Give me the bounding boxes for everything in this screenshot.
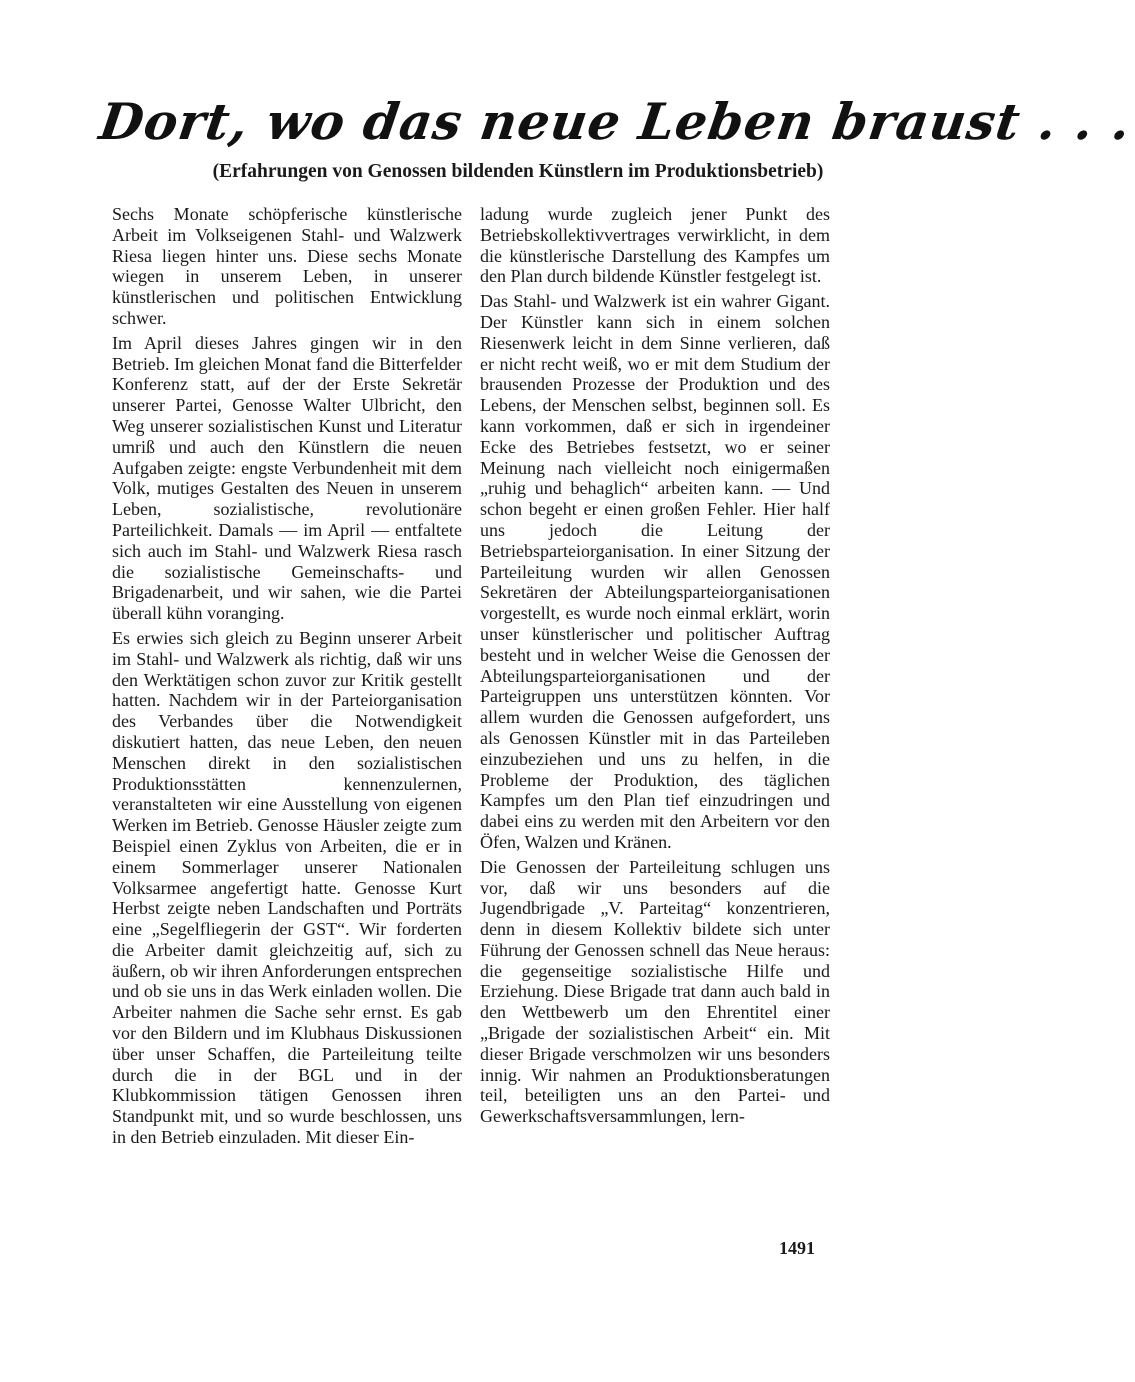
left-paragraph-2: Im April dieses Jahres gingen wir in den Betrieb. Im gleichen Monat fand die Bitterfelder Konferenz statt, auf der der Erste Sekretär unserer Partei, Genosse Walter Ulbricht, den Weg unserer sozialistischen Kunst und Literatur umriß und auch den Künstlern die neuen Aufgaben zeigte: engste Verbundenheit mit dem Volk, mutiges Gestalten des Neuen in unserem Leben, sozialistische, revolutionäre Parteilichkeit. Damals — im April — entfaltete sich auch im Stahl- und Walzwerk Riesa rasch die sozialistische Gemeinschafts- und Brigadenarbeit, und wir sahen, wie die Partei überall kühn voranging. xyxy=(112,332,462,624)
article-title: Dort, wo das neue Leben braust . . . xyxy=(95,92,1135,151)
right-column xyxy=(480,204,830,1131)
left-paragraph-1: Sechs Monate schöpferische künstlerische Arbeit im Volkseigenen Stahl- und Walzwerk Riesa liegen hinter uns. Diese sechs Monate wiegen in unserem Leben, in unserer künstlerischen und politischen Entwicklung schwer. xyxy=(112,204,462,328)
left-paragraph-3: Es erwies sich gleich zu Beginn unserer Arbeit im Stahl- und Walzwerk als richtig, daß wir uns den Werktätigen schon zuvor zur Kritik gestellt hatten. Nachdem wir in der Parteiorganisation des Verbandes über die Notwendigkeit diskutiert hatten, das neue Leben, den neuen Menschen direkt in den sozialistischen Produktionsstätten kennenzulernen, veranstalteten wir eine Ausstellung von eigenen Werken im Betrieb. Genosse Häusler zeigte zum Beispiel einen Zyklus von Arbeiten, die er in einem Sommerlager unserer Nationalen Volksarmee angefertigt hatte. Genosse Kurt Herbst zeigte neben Landschaften und Porträts eine „Segelfliegerin der GST“. Wir forderten die Arbeiter damit gleichzeitig auf, sich zu äußern, ob wir ihren Anforderungen entsprechen und ob sie uns in das Werk einladen wollen. Die Arbeiter nahmen die Sache sehr ernst. Es gab vor den Bildern und im Klubhaus Diskussionen über unser Schaffen, die Parteileitung teilte durch die in der BGL und in der Klubkommission tätigen Genossen ihren Standpunkt mit, und so wurde beschlossen, uns in den Betrieb einzuladen. Mit dieser Ein- xyxy=(112,627,462,1148)
page-number: 1491 xyxy=(779,1238,815,1258)
left-column xyxy=(112,204,462,1152)
right-paragraph-1: ladung wurde zugleich jener Punkt des Betriebskollektivvertrages verwirklicht, in dem die künstlerische Darstellung des Kampfes um den Plan durch bildende Künstler festgelegt ist. xyxy=(480,204,830,287)
article-subtitle: (Erfahrungen von Genossen bildenden Künstlern im Produktionsbetrieb) xyxy=(212,161,824,182)
right-paragraph-3: Die Genossen der Parteileitung schlugen uns vor, daß wir uns besonders auf die Jugendbrigade „V. Parteitag“ konzentrieren, denn in diesem Kollektiv bildete sich unter Führung der Genossen schnell das Neue heraus: die gegenseitige sozialistische Hilfe und Erziehung. Diese Brigade trat dann auch bald in den Wettbewerb um den Ehrentitel einer „Brigade der sozialistischen Arbeit“ ein. Mit dieser Brigade verschmolzen wir uns besonders innig. Wir nahmen an Produktionsberatungen teil, beteiligten uns an den Partei- und Gewerkschaftsversammlungen, lern- xyxy=(480,856,830,1127)
right-paragraph-2: Das Stahl- und Walzwerk ist ein wahrer Gigant. Der Künstler kann sich in einem solchen Riesenwerk leicht in dem Sinne verlieren, daß er nicht recht weiß, wo er mit dem Studium der brausenden Prozesse der Produktion und des Lebens, der Menschen selbst, beginnen soll. Es kann vorkommen, daß er sich in irgendeiner Ecke des Betriebes festsetzt, wo er seiner Meinung nach vielleicht noch einigermaßen „ruhig und behaglich“ arbeiten kann. — Und schon begeht er einen großen Fehler. Hier half uns jedoch die Leitung der Betriebsparteiorganisation. In einer Sitzung der Parteileitung wurden wir allen Genossen Sekretären der Abteilungsparteiorganisationen vorgestellt, es wurde noch einmal erklärt, worin unser künstlerischer und politischer Auftrag besteht und in welcher Weise die Genossen der Abteilungsparteiorganisationen und der Parteigruppen uns unterstützen könnten. Vor allem wurden die Genossen aufgefordert, uns als Genossen Künstler mit in das Parteileben einzubeziehen und uns zu helfen, in die Probleme der Produktion, des täglichen Kampfes um den Plan tief einzudringen und dabei eins zu werden mit den Arbeitern vor den Öfen, Walzen und Kränen. xyxy=(480,291,830,852)
